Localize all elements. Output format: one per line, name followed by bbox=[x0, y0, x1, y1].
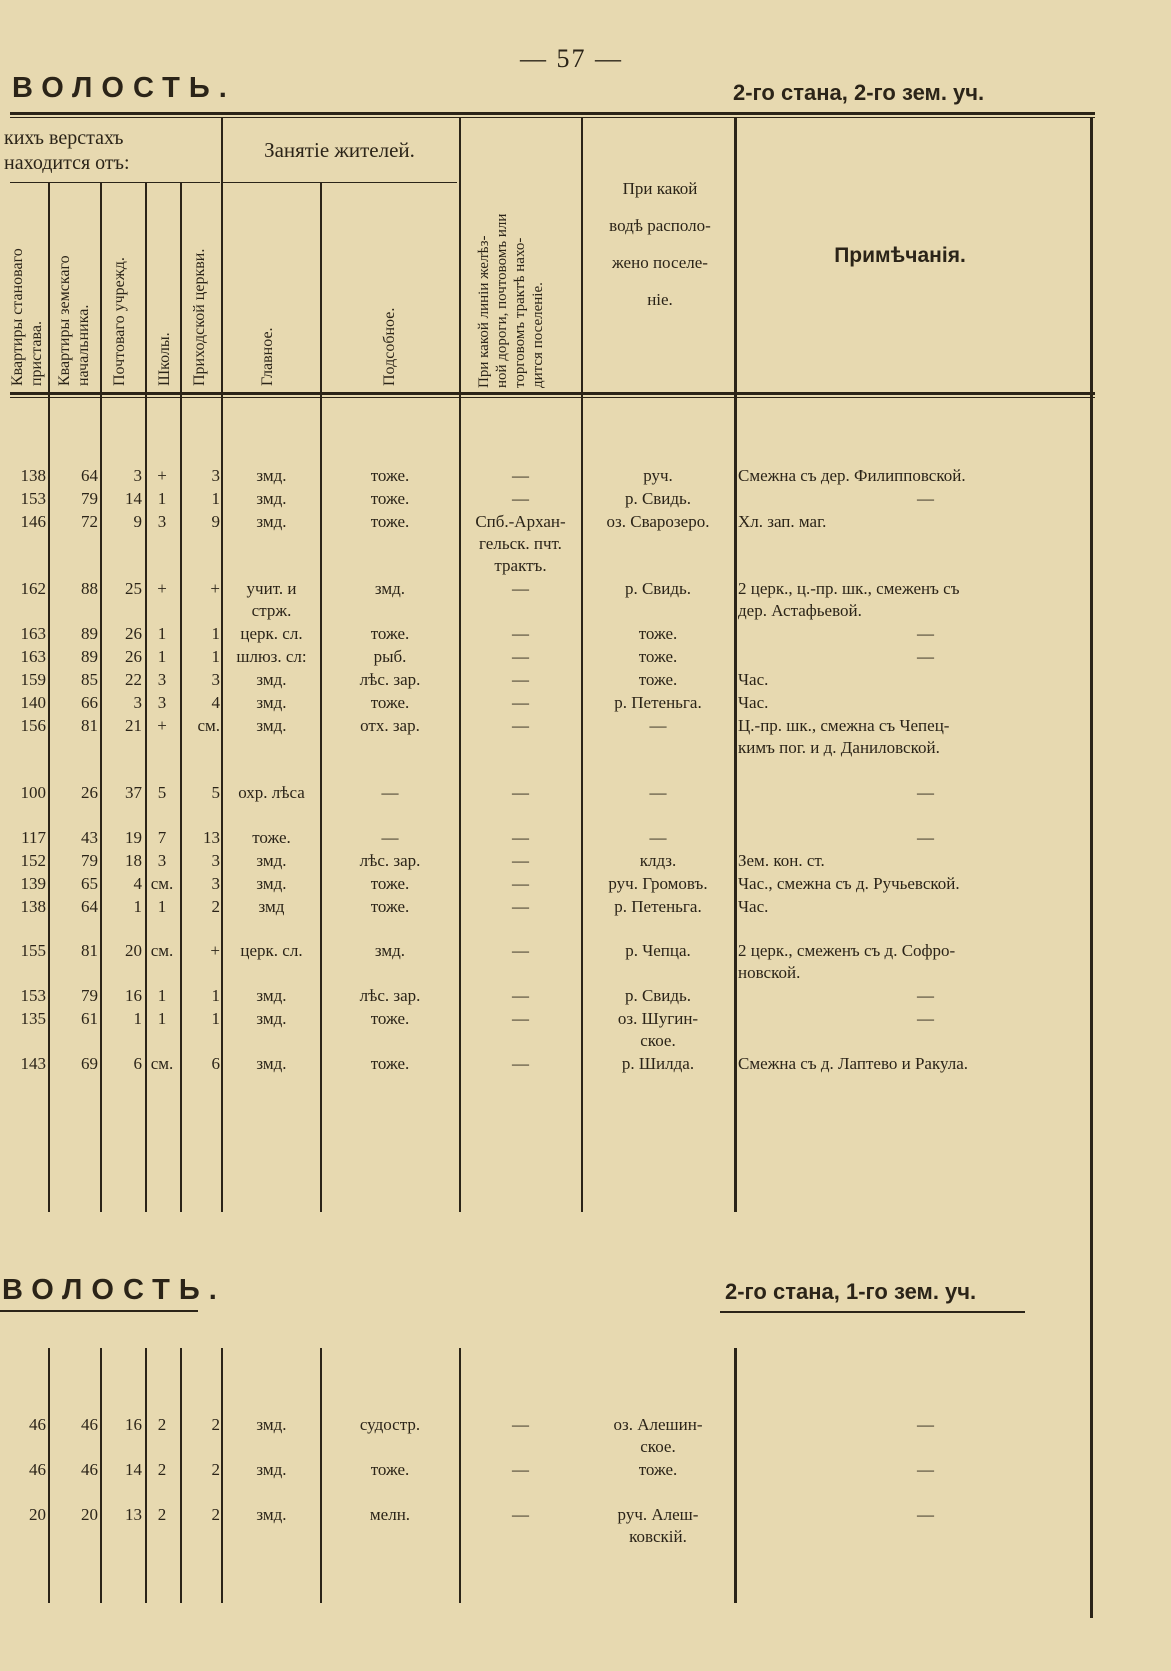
occupation-group-header: Занятіе жителей. bbox=[264, 138, 415, 162]
notes-header: Примѣчанія. bbox=[834, 244, 966, 267]
cell-zemsky: 79 bbox=[81, 986, 98, 1005]
cell-zemsky: 79 bbox=[81, 851, 98, 870]
cell-road: Спб.-Архан- гельск. пчт. трактъ. bbox=[475, 512, 566, 575]
cell-school: 1 bbox=[157, 986, 167, 1005]
cell-aux-occupation: отх. зар. bbox=[360, 716, 420, 735]
cell-stanovoy: 159 bbox=[20, 670, 46, 689]
cell-road: — bbox=[512, 624, 529, 643]
cell-stanovoy: 117 bbox=[21, 828, 46, 847]
cell-aux-occupation: змд. bbox=[374, 579, 406, 598]
cell-notes: Час. bbox=[738, 670, 769, 689]
cell-road: — bbox=[512, 941, 529, 960]
cell-school: 1 bbox=[157, 647, 167, 666]
cell-post: 3 bbox=[133, 466, 142, 485]
cell-post: 1 bbox=[133, 897, 142, 916]
cell-water: р. Чепца. bbox=[625, 941, 691, 960]
distance-group-rule bbox=[10, 182, 220, 183]
cell-water: — bbox=[649, 828, 667, 847]
cell-aux-occupation: тоже. bbox=[370, 489, 410, 508]
right-border bbox=[1090, 118, 1093, 1618]
cell-road: — bbox=[512, 1415, 529, 1434]
cell-main-occupation: змд. bbox=[256, 489, 287, 508]
cell-school: см. bbox=[150, 941, 174, 960]
header-top-rule bbox=[10, 112, 1095, 115]
cell-notes: — bbox=[917, 647, 934, 666]
cell-water: р. Свидь. bbox=[624, 579, 692, 598]
cell-water: тоже. bbox=[638, 647, 678, 666]
cell-aux-occupation: тоже. bbox=[370, 624, 410, 643]
cell-stanovoy: 46 bbox=[29, 1415, 46, 1434]
cell-water: тоже. bbox=[638, 624, 678, 643]
cell-zemsky: 20 bbox=[81, 1505, 98, 1524]
cell-post: 6 bbox=[133, 1054, 142, 1073]
cell-post: 37 bbox=[125, 783, 142, 802]
cell-school: + bbox=[157, 716, 167, 735]
header-top-rule-thin bbox=[10, 117, 1095, 118]
cell-main-occupation: змд bbox=[258, 897, 285, 916]
cell-notes: — bbox=[917, 1009, 934, 1028]
cell-stanovoy: 146 bbox=[20, 512, 46, 531]
cell-aux-occupation: — bbox=[381, 828, 399, 847]
cell-main-occupation: змд. bbox=[256, 1505, 287, 1524]
cell-church: 9 bbox=[211, 512, 220, 531]
section1-title: ВОЛОСТЬ. bbox=[12, 72, 236, 104]
cell-stanovoy: 20 bbox=[29, 1505, 46, 1524]
cell-stanovoy: 156 bbox=[20, 716, 46, 735]
cell-road: — bbox=[512, 647, 529, 666]
cell-water: тоже. bbox=[638, 670, 678, 689]
cell-stanovoy: 100 bbox=[20, 783, 46, 802]
cell-school: 1 bbox=[157, 624, 167, 643]
cell-post: 13 bbox=[125, 1505, 142, 1524]
cell-stanovoy: 143 bbox=[20, 1054, 46, 1073]
cell-main-occupation: змд. bbox=[256, 1009, 287, 1028]
cell-main-occupation: змд. bbox=[256, 670, 287, 689]
cell-water: клдз. bbox=[639, 851, 677, 870]
cell-main-occupation: змд. bbox=[256, 1415, 287, 1434]
cell-road: — bbox=[512, 828, 529, 847]
cell-road: — bbox=[512, 851, 529, 870]
cell-water: р. Петеньга. bbox=[614, 897, 702, 916]
cell-road: — bbox=[512, 693, 529, 712]
cell-church: + bbox=[210, 579, 220, 598]
cell-main-occupation: змд. bbox=[256, 693, 287, 712]
cell-water: тоже. bbox=[638, 1460, 678, 1479]
cell-church: 5 bbox=[211, 783, 220, 802]
cell-school: + bbox=[157, 579, 167, 598]
cell-road: — bbox=[512, 1009, 529, 1028]
cell-school: + bbox=[157, 466, 167, 485]
section2-stan-rule bbox=[720, 1311, 1025, 1313]
cell-zemsky: 43 bbox=[81, 828, 98, 847]
cell-main-occupation: тоже. bbox=[252, 828, 291, 847]
main-occupation-header: Главное. bbox=[259, 327, 276, 386]
cell-notes: — bbox=[917, 489, 934, 508]
cell-stanovoy: 153 bbox=[20, 489, 46, 508]
cell-main-occupation: змд. bbox=[256, 986, 287, 1005]
cell-post: 3 bbox=[133, 693, 142, 712]
cell-church: 4 bbox=[211, 693, 220, 712]
cell-post: 1 bbox=[133, 1009, 142, 1028]
occupation-group-rule bbox=[222, 182, 457, 183]
cell-road: — bbox=[512, 670, 529, 689]
cell-zemsky: 46 bbox=[81, 1460, 98, 1479]
cell-notes: Смежна съ д. Лаптево и Ракула. bbox=[738, 1054, 968, 1073]
cell-notes: Час., смежна съ д. Ручьевской. bbox=[738, 874, 960, 893]
cell-aux-occupation: лѣс. зар. bbox=[359, 670, 421, 689]
school-header: Школы. bbox=[156, 332, 173, 386]
cell-water: р. Петеньга. bbox=[614, 693, 702, 712]
cell-main-occupation: змд. bbox=[256, 874, 287, 893]
cell-main-occupation: церк. сл. bbox=[240, 624, 303, 643]
cell-aux-occupation: судостр. bbox=[359, 1415, 421, 1434]
distance-group-header: кихъ верстахъ находится отъ: bbox=[4, 127, 130, 174]
cell-road: — bbox=[512, 874, 529, 893]
cell-notes: Хл. зап. маг. bbox=[738, 512, 827, 531]
cell-aux-occupation: тоже. bbox=[370, 693, 410, 712]
cell-road: — bbox=[512, 1460, 529, 1479]
cell-post: 16 bbox=[125, 986, 142, 1005]
cell-water: руч. Алеш- ковскій. bbox=[617, 1505, 699, 1546]
cell-stanovoy: 163 bbox=[20, 647, 46, 666]
section1-stan: 2-го стана, 2-го зем. уч. bbox=[733, 80, 985, 105]
church-header: Приходской церкви. bbox=[191, 248, 208, 386]
cell-aux-occupation: тоже. bbox=[370, 512, 410, 531]
cell-school: 2 bbox=[157, 1415, 167, 1434]
cell-post: 14 bbox=[125, 1460, 142, 1479]
cell-school: 7 bbox=[157, 828, 167, 847]
cell-road: — bbox=[512, 1505, 529, 1524]
cell-main-occupation: учит. и стрж. bbox=[246, 579, 297, 620]
cell-road: — bbox=[512, 579, 529, 598]
cell-aux-occupation: тоже. bbox=[370, 1009, 410, 1028]
cell-zemsky: 26 bbox=[81, 783, 98, 802]
cell-main-occupation: змд. bbox=[256, 851, 287, 870]
cell-aux-occupation: тоже. bbox=[370, 874, 410, 893]
cell-main-occupation: охр. лѣса bbox=[238, 783, 305, 802]
cell-aux-occupation: рыб. bbox=[373, 647, 407, 666]
cell-post: 16 bbox=[125, 1415, 142, 1434]
cell-post: 26 bbox=[125, 647, 142, 666]
page-number: — 57 — bbox=[520, 44, 623, 73]
cell-post: 21 bbox=[125, 716, 142, 735]
section2-stan: 2-го стана, 1-го зем. уч. bbox=[725, 1279, 977, 1304]
cell-church: 1 bbox=[211, 986, 220, 1005]
cell-stanovoy: 140 bbox=[20, 693, 46, 712]
cell-road: — bbox=[512, 489, 529, 508]
cell-main-occupation: церк. сл. bbox=[240, 941, 303, 960]
col-rule bbox=[734, 118, 737, 1212]
cell-zemsky: 65 bbox=[81, 874, 98, 893]
cell-notes: — bbox=[917, 1505, 934, 1524]
cell-stanovoy: 155 bbox=[20, 941, 46, 960]
stanovoy-header: Квартиры становаго пристава. bbox=[9, 248, 45, 386]
cell-water: руч. Громовъ. bbox=[608, 874, 708, 893]
cell-church: 2 bbox=[211, 1415, 220, 1434]
cell-school: 1 bbox=[157, 1009, 167, 1028]
cell-water: оз. Сварозеро. bbox=[606, 512, 710, 531]
cell-post: 25 bbox=[125, 579, 142, 598]
cell-main-occupation: змд. bbox=[256, 716, 287, 735]
cell-post: 4 bbox=[133, 874, 142, 893]
cell-zemsky: 88 bbox=[81, 579, 98, 598]
cell-zemsky: 81 bbox=[81, 716, 98, 735]
cell-church: 2 bbox=[211, 1460, 220, 1479]
cell-stanovoy: 152 bbox=[20, 851, 46, 870]
cell-church: + bbox=[210, 941, 220, 960]
cell-aux-occupation: змд. bbox=[374, 941, 406, 960]
cell-notes: — bbox=[917, 624, 934, 643]
cell-aux-occupation: мелн. bbox=[369, 1505, 411, 1524]
cell-school: 3 bbox=[157, 670, 167, 689]
cell-water: оз. Шугин- ское. bbox=[617, 1009, 699, 1050]
cell-notes: 2 церк., ц.-пр. шк., смеженъ съ дер. Астафьевой. bbox=[738, 579, 960, 620]
cell-stanovoy: 138 bbox=[20, 897, 46, 916]
cell-church: 1 bbox=[211, 489, 220, 508]
cell-church: 2 bbox=[211, 897, 220, 916]
cell-notes: Час. bbox=[738, 693, 769, 712]
section2-title-rule bbox=[0, 1310, 198, 1312]
section2-title: ВОЛОСТЬ. bbox=[2, 1274, 226, 1306]
cell-main-occupation: змд. bbox=[256, 1460, 287, 1479]
cell-water: р. Шилда. bbox=[621, 1054, 695, 1073]
cell-school: 5 bbox=[157, 783, 167, 802]
cell-road: — bbox=[512, 1054, 529, 1073]
col-rule bbox=[221, 118, 223, 1212]
cell-post: 20 bbox=[125, 941, 142, 960]
cell-notes: — bbox=[917, 783, 934, 802]
cell-water: р. Свидь. bbox=[624, 986, 692, 1005]
cell-school: 3 bbox=[157, 851, 167, 870]
water-header: При какой водѣ располо- жено поселе- ніе. bbox=[609, 179, 711, 309]
cell-road: — bbox=[512, 986, 529, 1005]
cell-aux-occupation: тоже. bbox=[370, 1054, 410, 1073]
cell-zemsky: 46 bbox=[81, 1415, 98, 1434]
cell-church: 3 bbox=[211, 874, 220, 893]
cell-post: 14 bbox=[125, 489, 142, 508]
cell-notes: Ц.-пр. шк., смежна съ Чепец- кимъ пог. и д. Даниловской. bbox=[738, 716, 950, 757]
cell-water: р. Свидь. bbox=[624, 489, 692, 508]
cell-stanovoy: 135 bbox=[20, 1009, 46, 1028]
cell-zemsky: 69 bbox=[81, 1054, 98, 1073]
cell-aux-occupation: тоже. bbox=[370, 897, 410, 916]
cell-post: 18 bbox=[125, 851, 142, 870]
col-rule bbox=[734, 1348, 737, 1603]
cell-church: 3 bbox=[211, 466, 220, 485]
cell-notes: 2 церк., смеженъ съ д. Софро- новской. bbox=[738, 941, 956, 982]
cell-notes: — bbox=[917, 986, 934, 1005]
cell-post: 26 bbox=[125, 624, 142, 643]
cell-zemsky: 89 bbox=[81, 624, 98, 643]
road-header: При какой линіи желѣз- ной дороги, почтовомъ или торговомъ трактѣ нахо- дится поселеніе. bbox=[476, 213, 546, 388]
cell-road: — bbox=[512, 897, 529, 916]
cell-stanovoy: 46 bbox=[29, 1460, 46, 1479]
cell-notes: — bbox=[917, 1415, 934, 1434]
cell-aux-occupation: тоже. bbox=[370, 466, 410, 485]
cell-road: — bbox=[512, 716, 529, 735]
cell-notes: — bbox=[917, 828, 934, 847]
cell-main-occupation: змд. bbox=[256, 512, 287, 531]
header-bottom-rule bbox=[10, 392, 1095, 395]
cell-zemsky: 81 bbox=[81, 941, 98, 960]
post-header: Почтоваго учрежд. bbox=[111, 257, 128, 386]
cell-notes: Смежна съ дер. Филипповской. bbox=[738, 466, 966, 485]
cell-church: 1 bbox=[211, 1009, 220, 1028]
cell-church: 2 bbox=[211, 1505, 220, 1524]
cell-school: 1 bbox=[157, 897, 167, 916]
cell-church: 3 bbox=[211, 670, 220, 689]
cell-zemsky: 64 bbox=[81, 466, 98, 485]
cell-church: 1 bbox=[211, 647, 220, 666]
cell-school: 3 bbox=[157, 512, 167, 531]
cell-post: 19 bbox=[125, 828, 142, 847]
aux-occupation-header: Подсобное. bbox=[381, 307, 398, 386]
cell-road: — bbox=[512, 466, 529, 485]
cell-church: 13 bbox=[203, 828, 220, 847]
cell-zemsky: 64 bbox=[81, 897, 98, 916]
cell-water: руч. bbox=[643, 466, 673, 485]
header-bottom-rule-thin bbox=[10, 397, 1095, 398]
cell-church: см. bbox=[197, 716, 220, 735]
cell-water: — bbox=[649, 716, 667, 735]
cell-church: 6 bbox=[211, 1054, 220, 1073]
cell-church: 3 bbox=[211, 851, 220, 870]
cell-post: 9 bbox=[133, 512, 142, 531]
cell-road: — bbox=[512, 783, 529, 802]
cell-water: оз. Алешин- ское. bbox=[613, 1415, 703, 1456]
cell-stanovoy: 138 bbox=[20, 466, 46, 485]
cell-zemsky: 66 bbox=[81, 693, 98, 712]
cell-school: см. bbox=[150, 874, 174, 893]
cell-main-occupation: змд. bbox=[256, 466, 287, 485]
cell-main-occupation: шлюз. сл: bbox=[236, 647, 307, 666]
cell-notes: — bbox=[917, 1460, 934, 1479]
cell-aux-occupation: лѣс. зар. bbox=[359, 851, 421, 870]
cell-main-occupation: змд. bbox=[256, 1054, 287, 1073]
cell-church: 1 bbox=[211, 624, 220, 643]
cell-zemsky: 89 bbox=[81, 647, 98, 666]
cell-notes: Зем. кон. ст. bbox=[738, 851, 825, 870]
zemsky-header: Квартиры земскаго начальника. bbox=[56, 255, 92, 386]
cell-stanovoy: 162 bbox=[20, 579, 46, 598]
cell-water: — bbox=[649, 783, 667, 802]
cell-zemsky: 79 bbox=[81, 489, 98, 508]
cell-notes: Час. bbox=[738, 897, 769, 916]
cell-school: 1 bbox=[157, 489, 167, 508]
cell-aux-occupation: — bbox=[381, 783, 399, 802]
cell-stanovoy: 139 bbox=[20, 874, 46, 893]
cell-school: 3 bbox=[157, 693, 167, 712]
col-rule bbox=[221, 1348, 223, 1603]
cell-school: 2 bbox=[157, 1460, 167, 1479]
cell-stanovoy: 163 bbox=[20, 624, 46, 643]
cell-stanovoy: 153 bbox=[20, 986, 46, 1005]
cell-zemsky: 85 bbox=[81, 670, 98, 689]
cell-zemsky: 61 bbox=[81, 1009, 98, 1028]
cell-post: 22 bbox=[125, 670, 142, 689]
cell-school: см. bbox=[150, 1054, 174, 1073]
cell-aux-occupation: лѣс. зар. bbox=[359, 986, 421, 1005]
cell-school: 2 bbox=[157, 1505, 167, 1524]
cell-zemsky: 72 bbox=[81, 512, 98, 531]
cell-aux-occupation: тоже. bbox=[370, 1460, 410, 1479]
